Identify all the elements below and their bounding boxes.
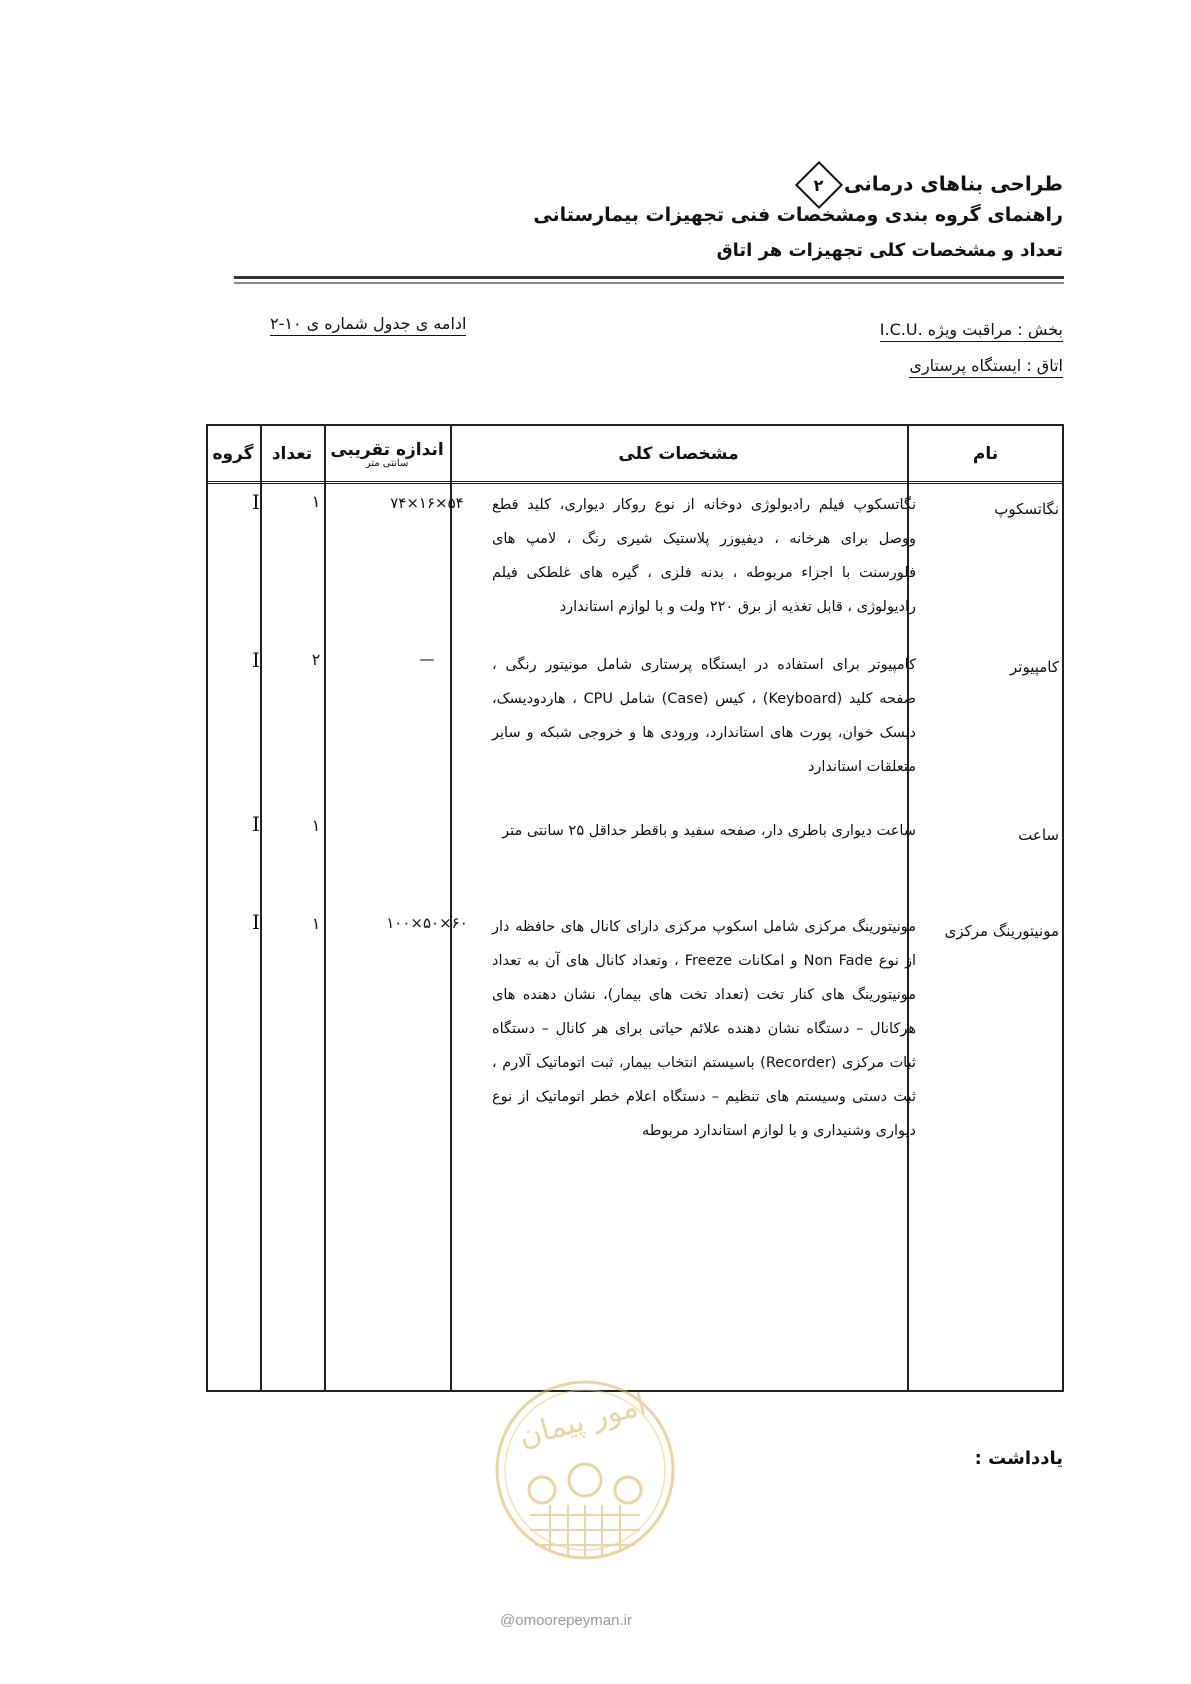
doc-title-text: طراحی بناهای درمانی xyxy=(843,171,1063,196)
row-group: I xyxy=(252,490,260,514)
doc-section-title: تعداد و مشخصات کلی تجهیزات هر اتاق xyxy=(716,240,1063,261)
header-rule-secondary xyxy=(234,282,1064,284)
row-group: I xyxy=(252,812,260,836)
chapter-number: ۲ xyxy=(814,175,824,195)
row-spec: کامپیوتر برای استفاده در ایستگاه پرستاری شامل مونیتور رنگی ، صفحه کلید (Keyboard) ، کیس (Case) شامل CPU ، هاردودیسک، دیسک خوان، پورت های استاندارد، ورودی ها و خروجی شبکه و سایر متعلقات استاندارد xyxy=(492,657,916,775)
header-qty: تعداد xyxy=(271,444,313,464)
header-rule xyxy=(234,276,1064,279)
header-group: گروه xyxy=(212,444,254,464)
svg-text:امور پیمان: امور پیمان xyxy=(515,1387,650,1455)
ward-label: بخش : مراقبت ویژه .I.C.U xyxy=(880,320,1063,342)
row-qty: ۱ xyxy=(311,816,321,835)
row-spec: مونیتورینگ مرکزی شامل اسکوپ مرکزی دارای کانال های حافظه دار از نوع Non Fade و امکانات Freeze ، وتعداد کانال های آن به تعداد مونیتورینگ های کنار تخت (تعداد تخت های بیمار)، نشان دهنده های هرکانال – دستگاه نشان دهنده علائم حیاتی برای هر کانال – دستگاه ثبات مرکزی (Recorder) باسیستم انتخاب بیمار، ثبت اتوماتیک آلارم ، ثبت دستی وسیستم های تنظیم – دستگاه اعلام خطر اتوماتیک از نوع دیواری وشنیداری و با لوازم استاندارد مربوطه xyxy=(492,919,917,1139)
header-size-label: اندازه تقریبی xyxy=(330,439,444,460)
row-spec: نگاتسکوپ فیلم رادیولوژی دوخانه از نوع روکار دیواری، کلید قطع ووصل برای هرخانه ، دیفیوزر پلاستیک شیری رنگ ، لامپ های فلورسنت با اجزاء مربوطه ، بدنه فلزی ، گیره های غلطکی فیلم رادیولوژی ، قابل تغذیه از برق ۲۲۰ ولت و با لوازم استاندارد xyxy=(492,497,916,615)
row-name: نگاتسکوپ xyxy=(994,500,1059,518)
row-name: کامپیوتر xyxy=(1010,658,1059,676)
column-divider xyxy=(324,424,326,1392)
doc-subtitle: راهنمای گروه بندی ومشخصات فنی تجهیزات بیمارستانی xyxy=(533,204,1063,226)
table-continuation-label: ادامه ی جدول شماره ی ۱۰-۲ xyxy=(270,314,466,336)
column-divider xyxy=(450,424,452,1392)
note-label: یادداشت : xyxy=(974,1448,1063,1469)
row-group: I xyxy=(252,910,260,934)
row-name: ساعت xyxy=(1018,826,1059,844)
header-spec: مشخصات کلی xyxy=(618,444,739,464)
header-size xyxy=(324,424,450,484)
seal-watermark xyxy=(490,1330,680,1610)
watermark-site: @omoorepeyman.ir xyxy=(500,1612,632,1629)
room-label: اتاق : ایستگاه پرستاری xyxy=(909,356,1063,378)
column-divider xyxy=(260,424,262,1392)
row-name: مونیتورینگ مرکزی xyxy=(944,922,1059,940)
header-size-unit: سانتی متر xyxy=(365,457,409,469)
row-size: ۷۴×۱۶×۵۴ xyxy=(390,494,464,512)
row-qty: ۲ xyxy=(311,650,321,669)
row-spec: ساعت دیواری باطری دار، صفحه سفید و باقطر حداقل ۲۵ سانتی متر xyxy=(502,823,916,839)
row-qty: ۱ xyxy=(311,914,321,933)
chapter-badge xyxy=(795,161,843,209)
row-size: — xyxy=(419,650,435,668)
row-size: ۱۰۰×۵۰×۶۰ xyxy=(386,914,468,932)
row-group: I xyxy=(252,648,260,672)
header-name: نام xyxy=(972,444,999,464)
row-qty: ۱ xyxy=(311,492,321,511)
doc-title xyxy=(794,168,1063,202)
